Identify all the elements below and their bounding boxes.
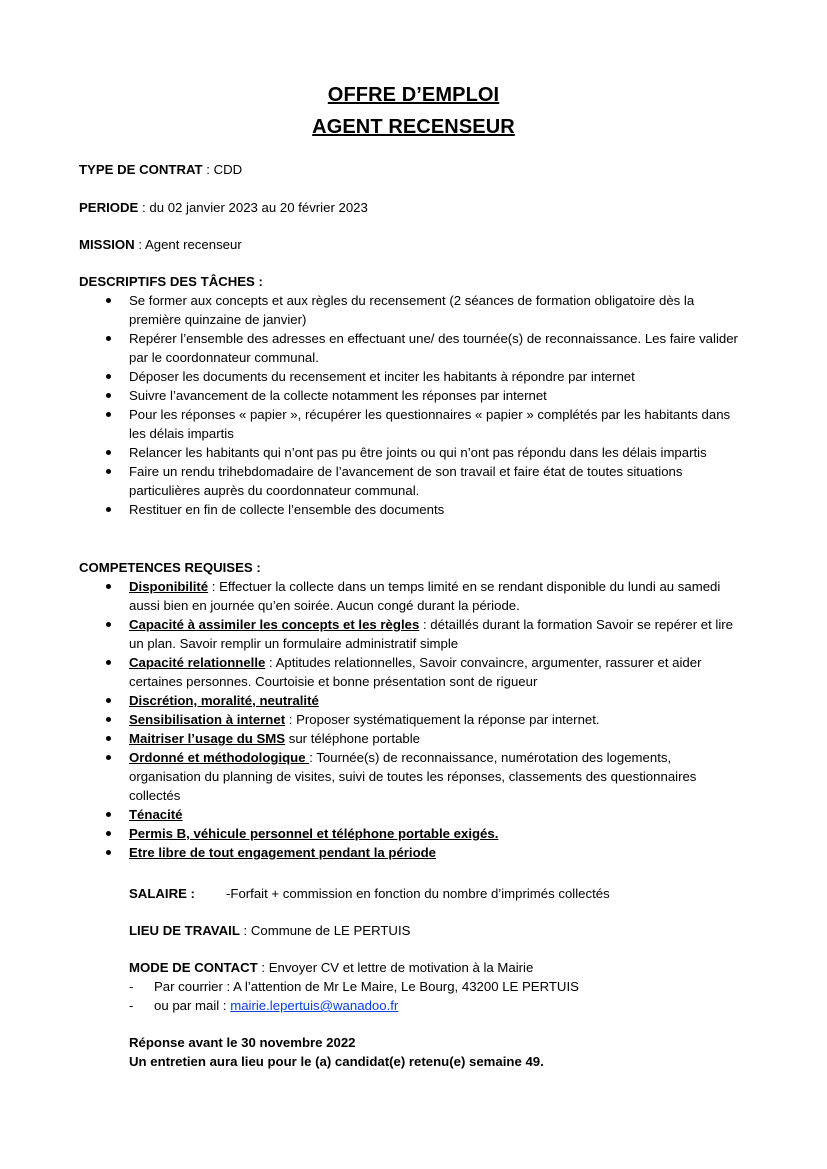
list-item xyxy=(79,577,739,615)
list-item xyxy=(79,691,739,710)
contact-mail-line xyxy=(129,977,579,996)
mission-value: Agent recenseur xyxy=(144,237,242,252)
dash: - xyxy=(129,998,134,1013)
list-item: Repérer l’ensemble des adresses en effectuant une/ des tournée(s) de reconnaissance. Les faire valider par le coordonnateur communal. xyxy=(79,329,739,367)
list-item: Pour les réponses « papier », récupérer les questionnaires « papier » complétés par les habitants dans les délais impartis xyxy=(79,405,739,443)
tasks-heading-text: DESCRIPTIFS DES TÂCHES : xyxy=(79,274,263,289)
tasks-heading xyxy=(79,272,263,291)
tasks-list xyxy=(79,291,739,519)
skill-label: Sensibilisation à internet xyxy=(129,712,286,727)
skill-label: Capacité à assimiler les concepts et les règles xyxy=(129,617,420,632)
list-item xyxy=(79,615,739,653)
list-item: Suivre l’avancement de la collecte notamment les réponses par internet xyxy=(79,386,739,405)
period-label: PERIODE xyxy=(79,200,139,215)
list-item: Déposer les documents du recensement et inciter les habitants à répondre par internet xyxy=(79,367,739,386)
workplace-value: Commune de LE PERTUIS xyxy=(250,923,411,938)
skill-text: : Proposer systématiquement la réponse par internet. xyxy=(285,712,600,727)
list-item xyxy=(79,729,739,748)
skill-text: sur téléphone portable xyxy=(285,731,420,746)
interview-note: Un entretien aura lieu pour le (a) candidat(e) retenu(e) semaine 49. xyxy=(129,1054,544,1069)
contract-type-value: CDD xyxy=(213,162,243,177)
contract-type-label: TYPE DE CONTRAT xyxy=(79,162,203,177)
skills-list xyxy=(79,577,739,862)
mission-label: MISSION xyxy=(79,237,135,252)
list-item xyxy=(79,824,739,843)
salary-value: -Forfait + commission en fonction du nombre d’imprimés collectés xyxy=(226,886,610,901)
list-item xyxy=(79,843,739,862)
period-value: du 02 janvier 2023 au 20 février 2023 xyxy=(149,200,368,215)
contract-type xyxy=(79,160,242,179)
skill-label: Permis B, véhicule personnel et téléphone portable exigés. xyxy=(129,826,499,841)
email-link[interactable]: mairie.lepertuis@wanadoo.fr xyxy=(230,998,399,1013)
contract-type-sep: : xyxy=(202,162,214,177)
skills-heading-text: COMPETENCES REQUISES : xyxy=(79,560,261,575)
workplace-label: LIEU DE TRAVAIL xyxy=(129,923,240,938)
skill-label: Maitriser l’usage du SMS xyxy=(129,731,286,746)
skill-text: : Aptitudes relationnelles, Savoir convaincre, argumenter, rassurer et aider certaines personnes. Courtoisie et bonne présentation sont de rigueur xyxy=(129,655,702,689)
list-item xyxy=(79,710,739,729)
contact-postal: Par courrier : A l’attention de Mr Le Maire, Le Bourg, 43200 LE PERTUIS xyxy=(154,979,579,994)
skill-text: : Tournée(s) de reconnaissance, numérotation des logements, organisation du planning de visites, suivi de toutes les réponses, classements des questionnaires collectés xyxy=(129,750,697,803)
skill-label: Etre libre de tout engagement pendant la période xyxy=(129,845,437,860)
salary-label: SALAIRE : xyxy=(129,886,195,901)
list-item xyxy=(79,805,739,824)
list-item: Restituer en fin de collecte l’ensemble des documents xyxy=(79,500,739,519)
mission xyxy=(79,235,242,254)
skills-heading xyxy=(79,558,261,577)
skill-text: : détaillés durant la formation Savoir se repérer et lire un plan. Savoir remplir un formulaire administratif simple xyxy=(129,617,733,651)
period-sep: : xyxy=(138,200,150,215)
contact-sep: : xyxy=(257,960,269,975)
contact-value: Envoyer CV et lettre de motivation à la Mairie xyxy=(268,960,534,975)
list-item xyxy=(79,653,739,691)
dash: - xyxy=(129,979,134,994)
contact-label: MODE DE CONTACT xyxy=(129,960,258,975)
contact-email-line xyxy=(129,996,398,1015)
skill-text: : Effectuer la collecte dans un temps limité en se rendant disponible du lundi au samedi aussi bien en journée qu’en soirée. Aucun congé durant la période. xyxy=(129,579,721,613)
page-subtitle: AGENT RECENSEUR xyxy=(312,116,515,138)
skill-label: Disponibilité xyxy=(129,579,209,594)
skill-label: Capacité relationnelle xyxy=(129,655,266,670)
list-item xyxy=(79,748,739,805)
skill-label: Ténacité xyxy=(129,807,183,822)
workplace-sep: : xyxy=(239,923,251,938)
skill-label: Discrétion, moralité, neutralité xyxy=(129,693,319,708)
response-deadline: Réponse avant le 30 novembre 2022 xyxy=(129,1035,356,1050)
period xyxy=(79,198,368,217)
contact xyxy=(129,958,533,977)
workplace xyxy=(129,921,410,940)
mission-sep: : xyxy=(134,237,145,252)
page-title: OFFRE D’EMPLOI xyxy=(327,84,500,106)
skill-label: Ordonné et méthodologique xyxy=(129,750,310,765)
salary xyxy=(129,884,195,903)
list-item: Relancer les habitants qui n’ont pas pu être joints ou qui n’ont pas répondu dans les délais impartis xyxy=(79,443,739,462)
contact-email-prefix: ou par mail : xyxy=(154,998,231,1013)
list-item: Se former aux concepts et aux règles du recensement (2 séances de formation obligatoire dès la première quinzaine de janvier) xyxy=(79,291,739,329)
list-item: Faire un rendu trihebdomadaire de l’avancement de son travail et faire état de toutes situations particulières auprès du coordonnateur communal. xyxy=(79,462,739,500)
